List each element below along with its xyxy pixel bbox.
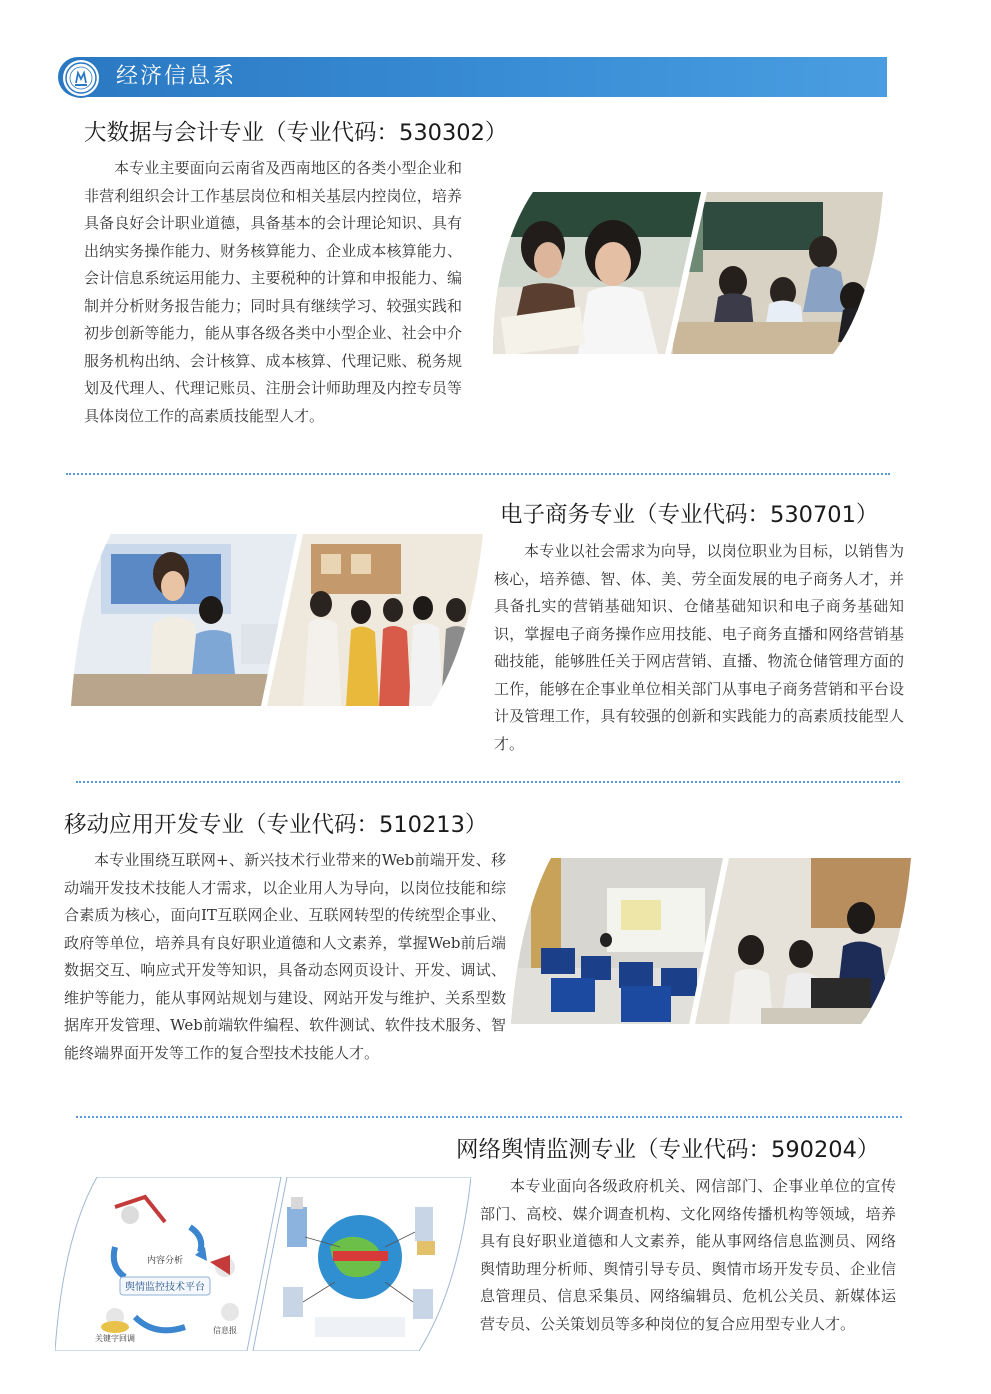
ecommerce-photo <box>71 534 483 706</box>
major-body-public-opinion: 本专业面向各级政府机关、网信部门、企事业单位的宣传部门、高校、媒介调查机构、文化网络传播机构等领域，培养具有良好职业道德和人文素养，能从事网络信息监测员、网络舆情助理分析师、舆情引导专员、舆情市场开发专员、企业信息管理员、信息采集员、网络编辑员、危机公关员、新媒体运营专员、公关策划员等多种岗位的复合应用型专业人才。 <box>480 1177 896 1333</box>
diagram-node-keyword: 关键字回调 <box>95 1334 135 1343</box>
diagram-center-label: 舆情监控技术平台 <box>125 1282 205 1293</box>
major-body-accounting: 本专业主要面向云南省及西南地区的各类小型企业和非营利组织会计工作基层岗位和相关基层内控岗位，培养具备良好会计职业道德，具备基本的会计理论知识、具有出纳实务操作能力、财务核算能力、企业成本核算能力、会计信息系统运用能力、主要税种的计算和申报能力、编制并分析财务报告能力；同时具有继续学习、较强实践和初步创新等能力，能从事各级各类中小型企业、社会中介服务机构出纳、会计核算、成本核算、代理记账、税务规划及代理人、代理记账员、注册会计师助理及内控专员等具体岗位工作的高素质技能型人才。 <box>84 159 462 425</box>
major-body-ecommerce: 本专业以社会需求为向导，以岗位职业为目标，以销售为核心，培养德、智、体、美、劳全面发展的电子商务人才，并具备扎实的营销基础知识、仓储基础知识和电子商务基础知识，掌握电子商务操作应用技能、电子商务直播和网络营销基础技能，能够胜任关于网店营销、直播、物流仓储管理方面的工作，能够在企事业单位相关部门从事电子商务营销和平台设计及管理工作，具有较强的创新和实践能力的高素质技能型人才。 <box>494 542 904 753</box>
diagram-node-content: 内容分析 <box>146 1256 184 1266</box>
diagram-node-report: 信息报 <box>213 1326 237 1335</box>
accounting-photo <box>493 192 883 354</box>
mobile-dev-photo <box>511 858 911 1024</box>
major-title-ecommerce: 电子商务专业（专业代码：530701） <box>500 502 879 528</box>
department-title: 经济信息系 <box>116 64 237 89</box>
major-title-accounting: 大数据与会计专业（专业代码：530302） <box>84 120 508 146</box>
school-seal-icon <box>61 58 101 98</box>
section-divider <box>76 1116 902 1118</box>
major-title-mobile-dev: 移动应用开发专业（专业代码：510213） <box>64 812 488 838</box>
section-divider <box>76 781 900 783</box>
major-title-public-opinion: 网络舆情监测专业（专业代码：590204） <box>456 1137 880 1163</box>
section-divider <box>66 473 890 475</box>
major-body-mobile-dev: 本专业围绕互联网+、新兴技术行业带来的Web前端开发、移动端开发技术技能人才需求，以企业用人为导向，以岗位技能和综合素质为核心，面向IT互联网企业、互联网转型的传统型企事业、政府等单位，培养具有良好职业道德和人文素养，掌握Web前后端数据交互、响应式开发等知识，具备动态网页设计、开发、调试、维护等能力，能从事网站规划与建设、网站开发与维护、关系型数据库开发管理、Web前端软件编程、软件测试、软件技术服务、智能终端界面开发等工作的复合型技术技能人才。 <box>64 851 506 1062</box>
public-opinion-diagram <box>55 1177 471 1351</box>
